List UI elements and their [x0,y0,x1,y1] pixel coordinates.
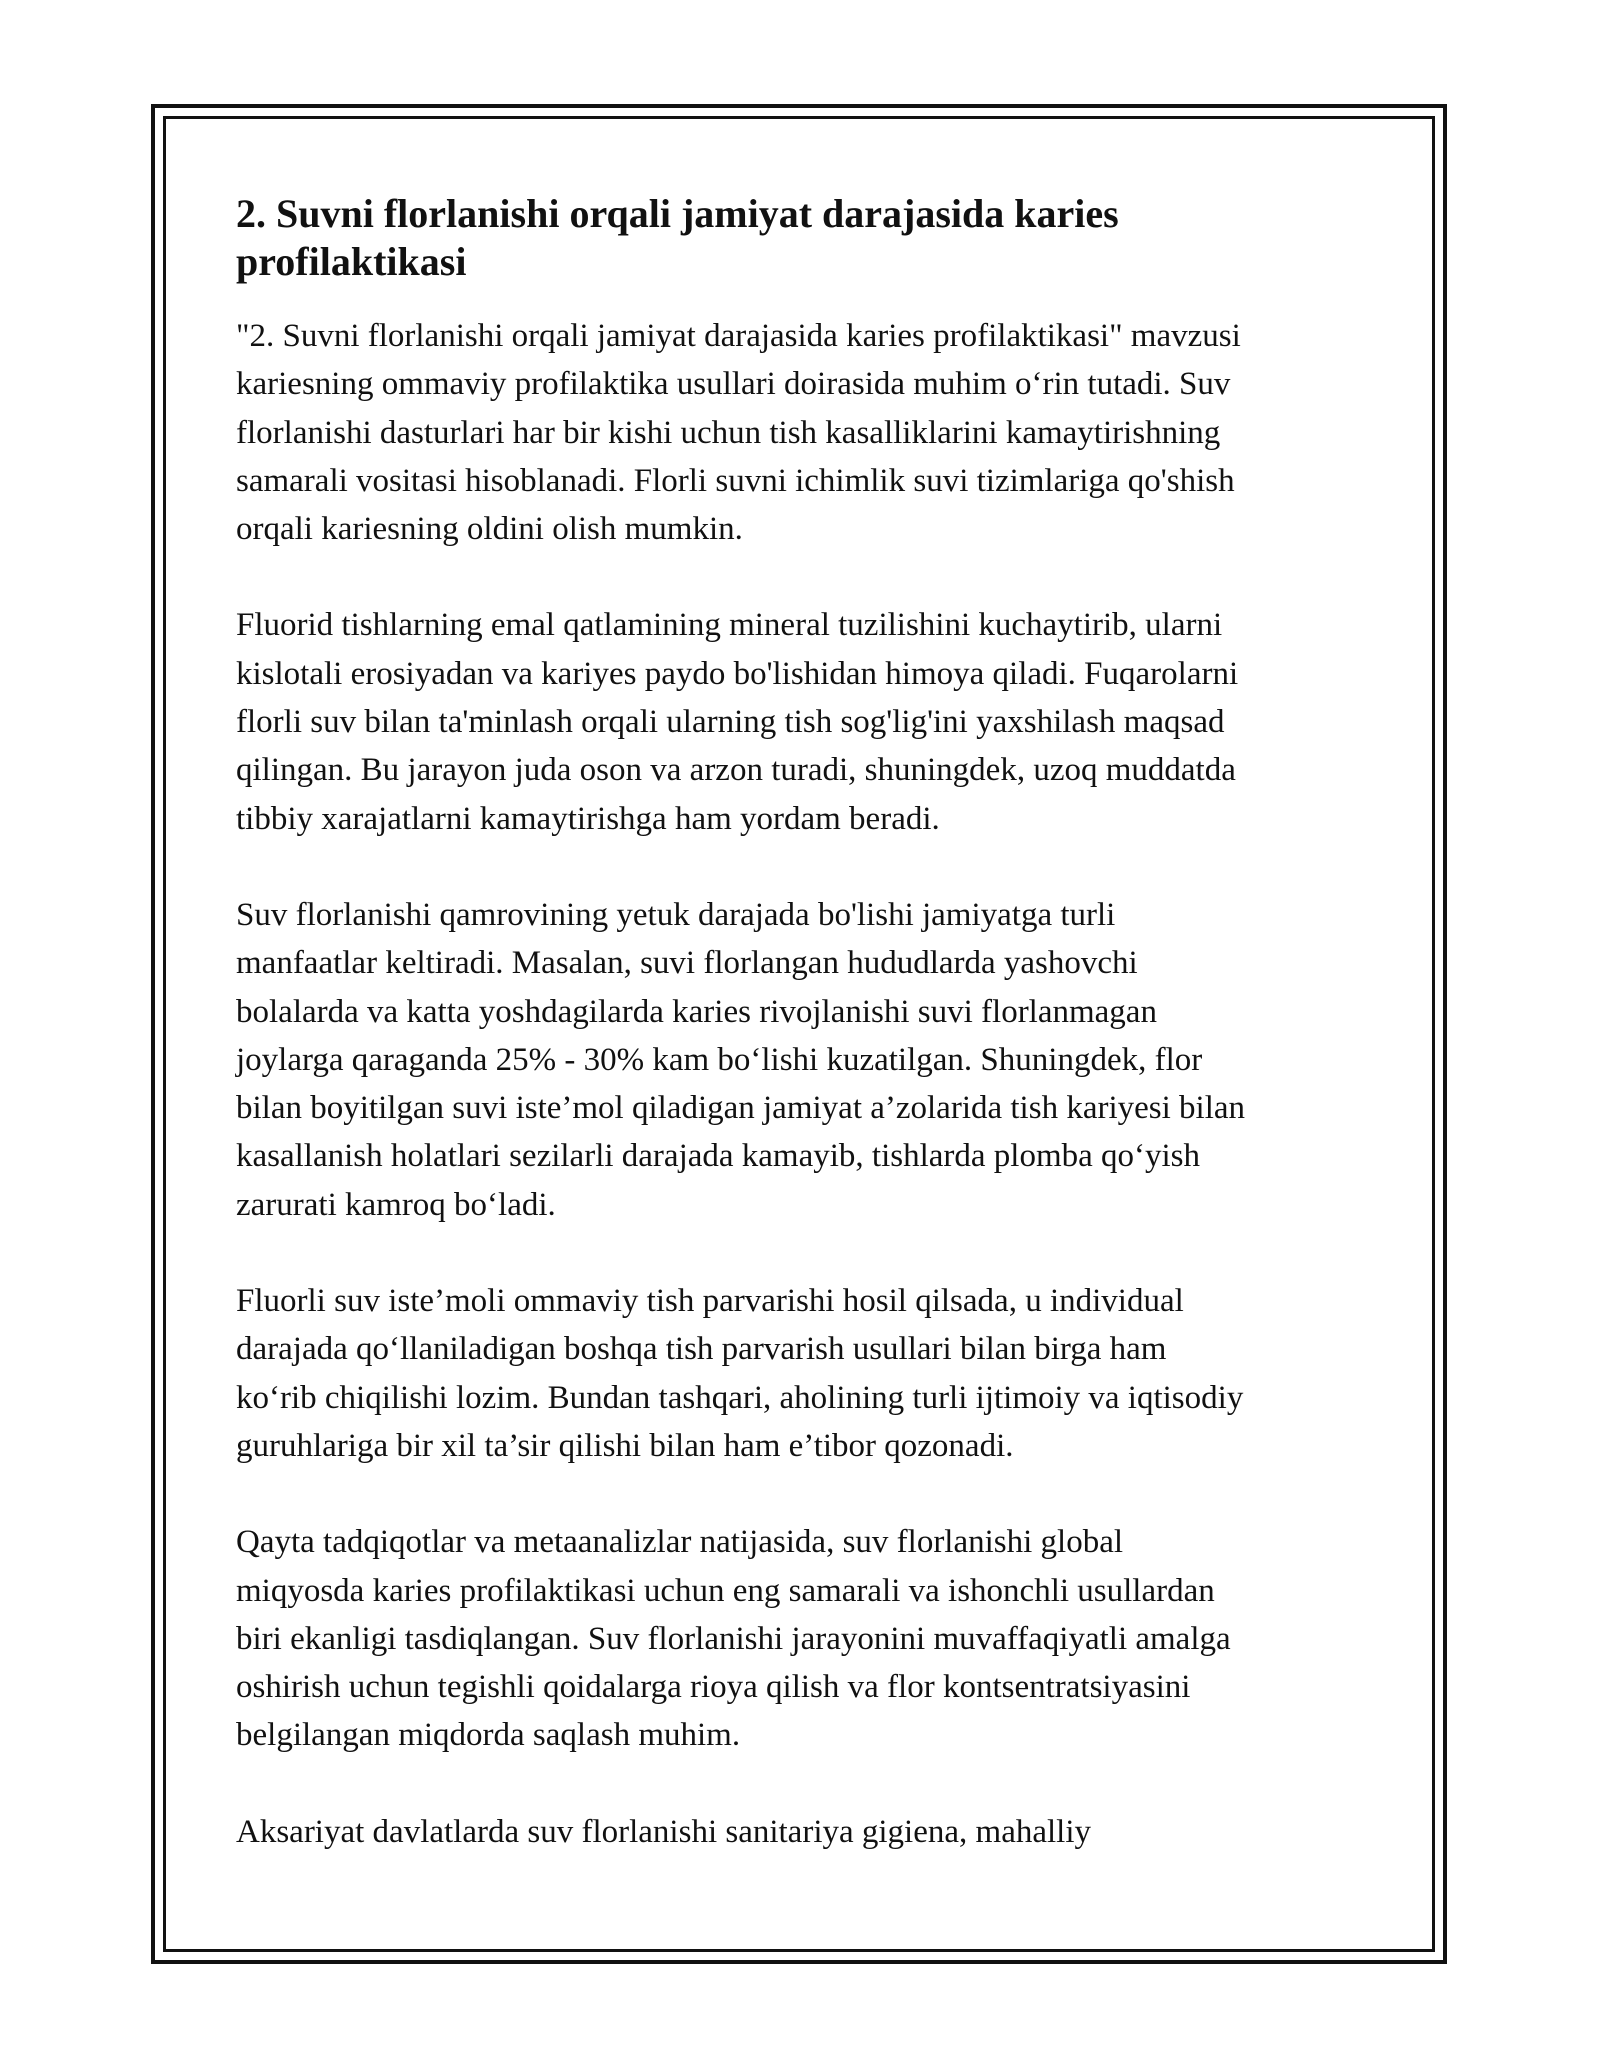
paragraph-6 [236,1808,1376,1856]
section-heading [236,190,1376,286]
heading-line: 2. Suvni florlanishi orqali jamiyat darajasida karies [236,191,1119,236]
text-line: qilingan. Bu jarayon juda oson va arzon turadi, shuningdek, uzoq muddatda [236,752,1236,789]
text-line: joylarga qaraganda 25% - 30% kam bo‘lishi kuzatilgan. Shuningdek, flor [236,1041,1203,1078]
text-line: guruhlariga bir xil ta’sir qilishi bilan ham e’tibor qozonadi. [236,1427,1014,1464]
text-line: Suv florlanishi qamrovining yetuk darajada bo'lishi jamiyatga turli [236,896,1116,933]
text-line: Fluorli suv iste’moli ommaviy tish parvarishi hosil qilsada, u individual [236,1283,1184,1320]
text-line: oshirish uchun tegishli qoidalarga rioya qilish va flor kontsentratsiyasini [236,1669,1191,1706]
text-line: bolalarda va katta yoshdagilarda karies rivojlanishi suvi florlanmagan [236,993,1157,1030]
text-line: kislotali erosiyadan va kariyes paydo bo'lishidan himoya qiladi. Fuqarolarni [236,655,1239,692]
text-line: tibbiy xarajatlarni kamaytirishga ham yordam beradi. [236,800,940,837]
text-line: florlanishi dasturlari har bir kishi uchun tish kasalliklarini kamaytirishning [236,414,1221,451]
text-line: orqali kariesning oldini olish mumkin. [236,511,743,548]
text-line: manfaatlar keltiradi. Masalan, suvi florlangan hududlarda yashovchi [236,945,1138,982]
heading-line: profilaktikasi [236,239,467,284]
text-line: ko‘rib chiqilishi lozim. Bundan tashqari, aholining turli ijtimoiy va iqtisodiy [236,1379,1244,1416]
text-line: belgilangan miqdorda saqlash muhim. [236,1717,741,1754]
paragraph-1 [236,312,1376,553]
paragraph-3 [236,891,1376,1229]
text-line: bilan boyitilgan suvi iste’mol qiladigan jamiyat a’zolarida tish kariyesi bilan [236,1090,1246,1127]
text-line: biri ekanligi tasdiqlangan. Suv florlanishi jarayonini muvaffaqiyatli amalga [236,1620,1231,1657]
text-line: miqyosda karies profilaktikasi uchun eng samarali va ishonchli usullardan [236,1572,1215,1609]
text-line: zarurati kamroq bo‘ladi. [236,1186,556,1223]
text-line: florli suv bilan ta'minlash orqali ularning tish sog'lig'ini yaxshilash maqsad [236,704,1225,741]
text-line: "2. Suvni florlanishi orqali jamiyat darajasida karies profilaktikasi" mavzusi [236,318,1241,354]
text-line: samarali vositasi hisoblanadi. Florli suvni ichimlik suvi tizimlariga qo'shish [236,462,1235,499]
text-line: Aksariyat davlatlarda suv florlanishi sanitariya gigiena, mahalliy [236,1813,1091,1850]
paragraph-5 [236,1518,1376,1759]
document-content [236,190,1376,1904]
text-line: Qayta tadqiqotlar va metaanalizlar natijasida, suv florlanishi global [236,1524,1124,1561]
text-line: kariesning ommaviy profilaktika usullari doirasida muhim o‘rin tutadi. Suv [236,366,1231,403]
text-line: kasallanish holatlari sezilarli darajada kamayib, tishlarda plomba qo‘yish [236,1138,1201,1175]
paragraph-2 [236,601,1376,842]
text-line: darajada qo‘llaniladigan boshqa tish parvarish usullari bilan birga ham [236,1331,1167,1368]
text-line: Fluorid tishlarning emal qatlamining mineral tuzilishini kuchaytirib, ularni [236,607,1223,644]
paragraph-4 [236,1277,1376,1470]
